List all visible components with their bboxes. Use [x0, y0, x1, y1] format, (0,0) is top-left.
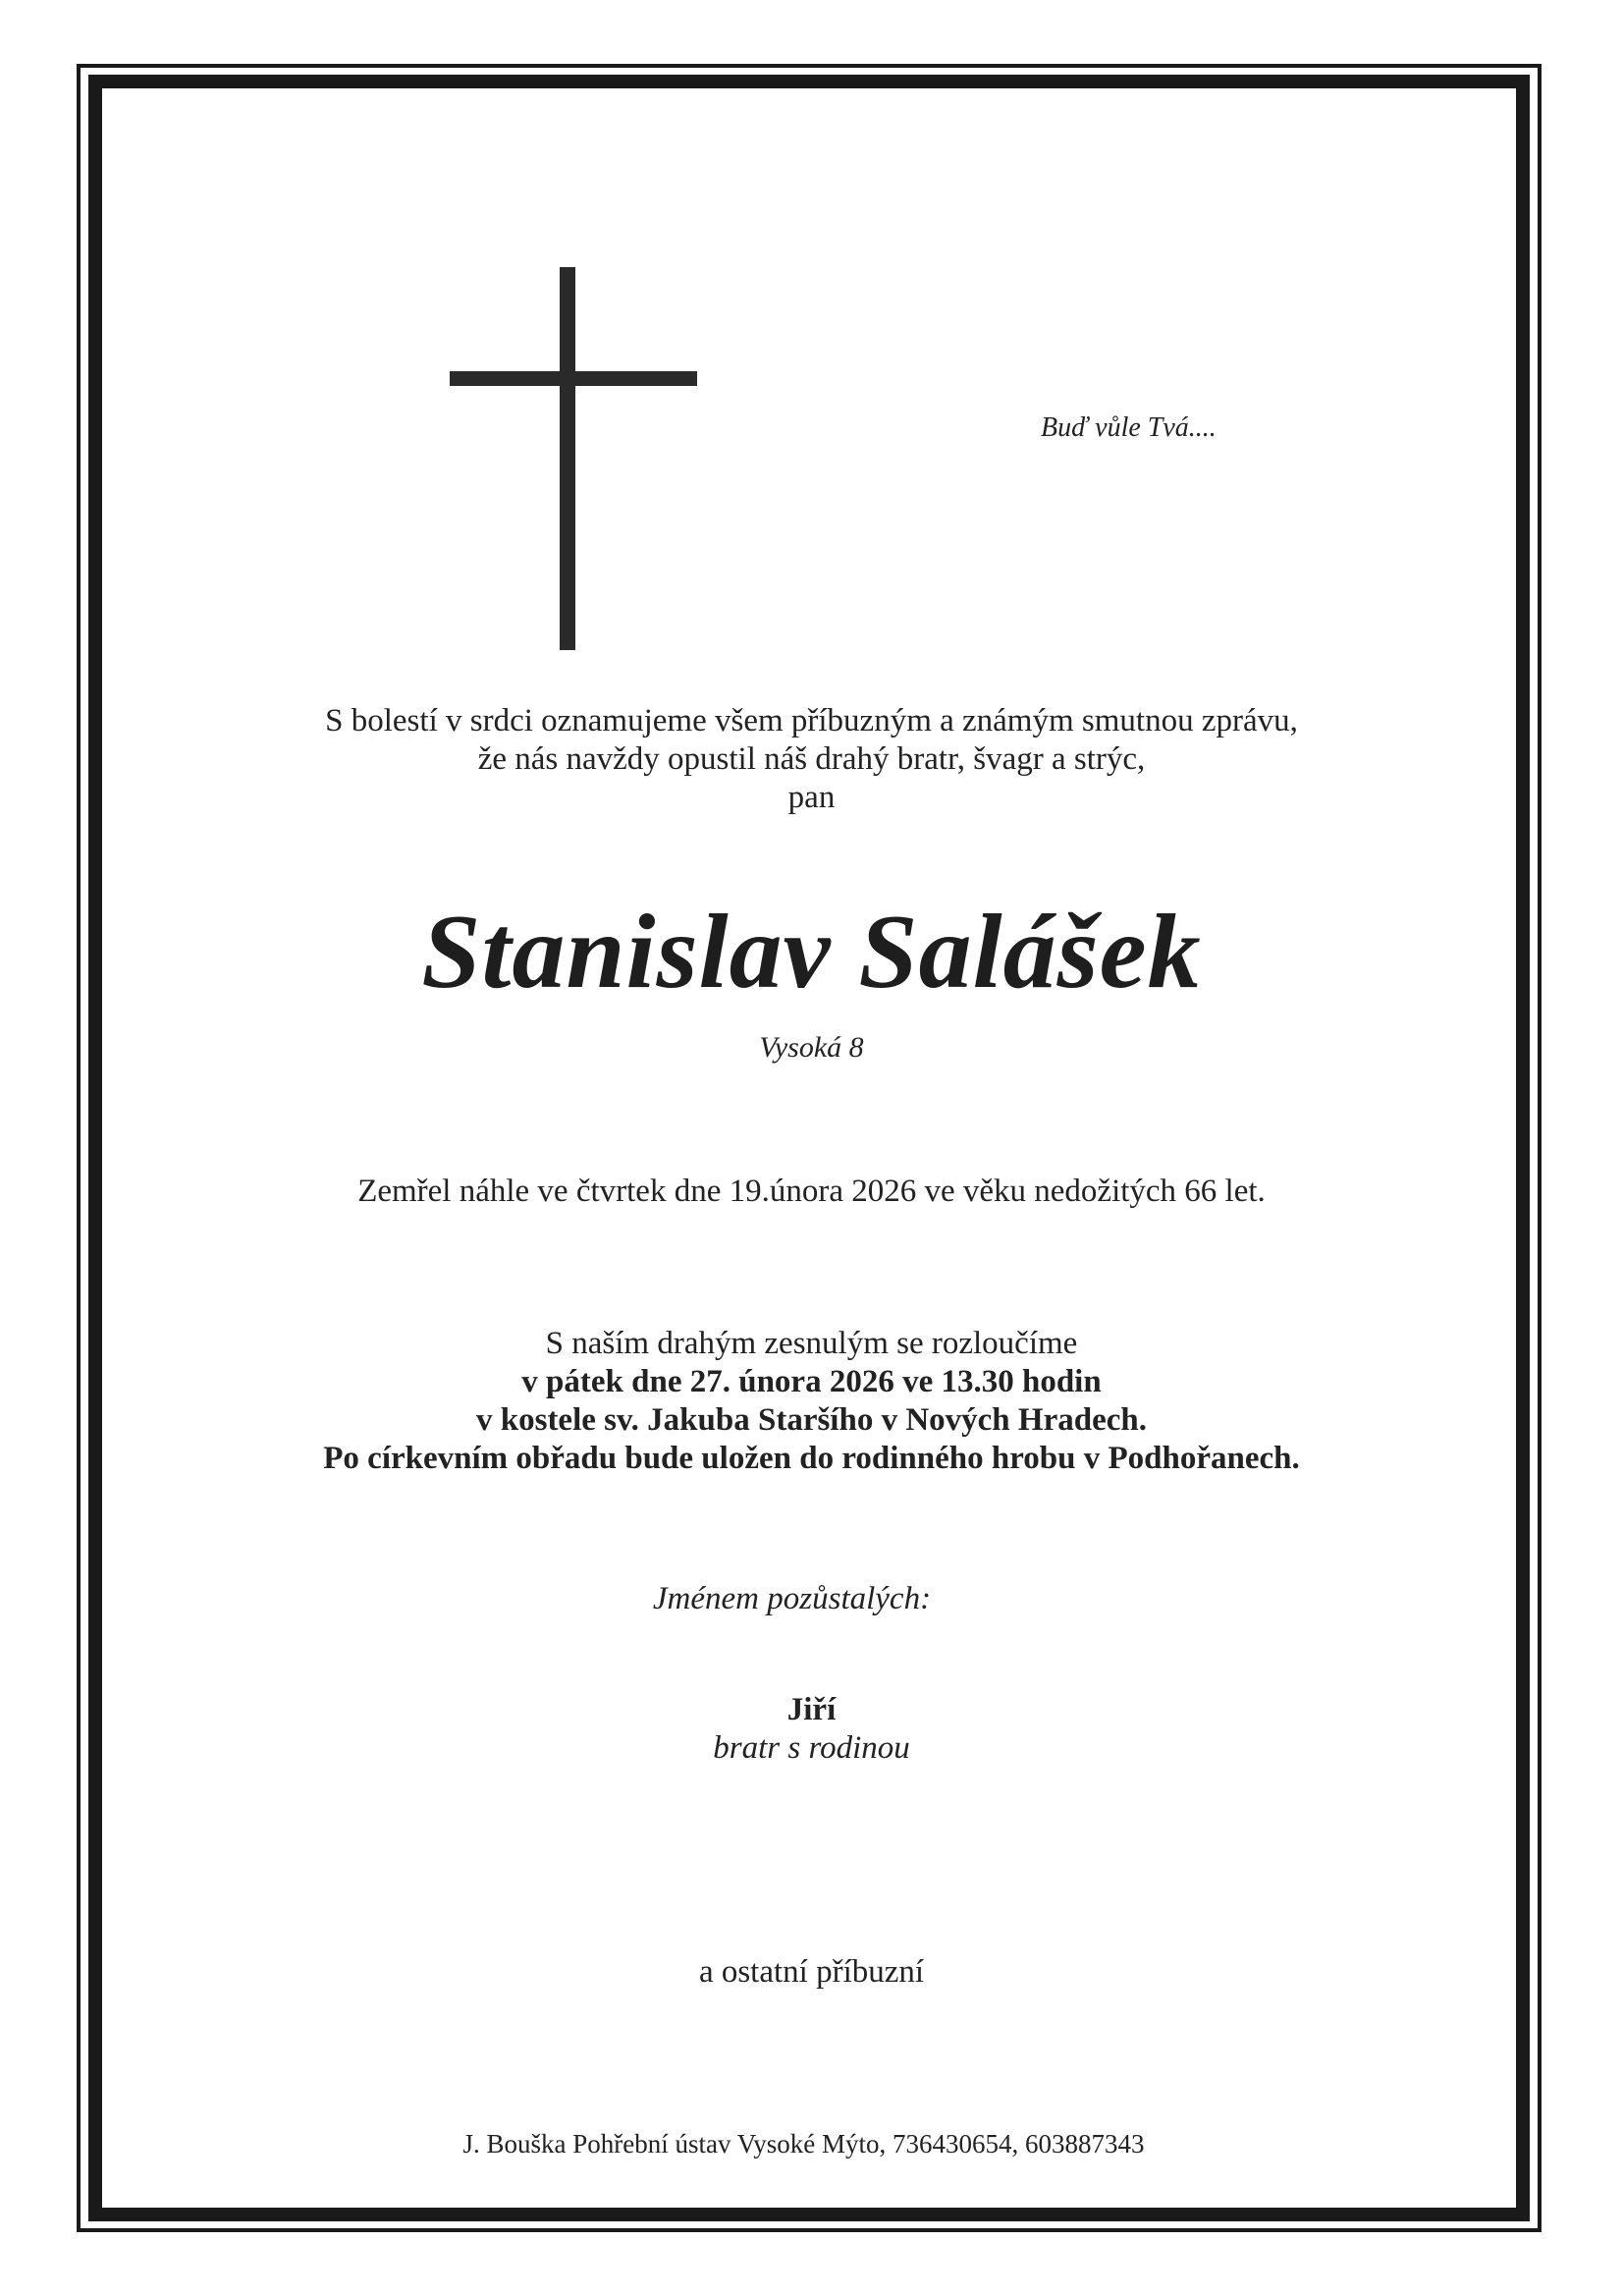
farewell-date: v pátek dne 27. února 2026 ve 13.30 hodin — [521, 1364, 1102, 1399]
survivors-heading: Jménem pozůstalých: — [652, 1581, 932, 1616]
announcement-line-1: S bolestí v srdci oznamujeme všem příbuzným a známým smutnou zprávu, — [325, 703, 1298, 738]
cross-vertical-beam — [560, 267, 575, 650]
deceased-address: Vysoká 8 — [759, 1031, 864, 1064]
motto: Buď vůle Tvá.... — [1041, 412, 1217, 443]
cross-horizontal-beam — [450, 371, 697, 386]
farewell-line-1: S naším drahým zesnulým se rozloučíme — [545, 1326, 1078, 1361]
survivor-relation: bratr s rodinou — [713, 1730, 910, 1766]
farewell-burial: Po církevním obřadu bude uložen do rodinného hrobu v Podhořanech. — [323, 1441, 1300, 1476]
other-relatives: a ostatní příbuzní — [698, 1954, 925, 1990]
inner-border — [88, 75, 1530, 2221]
funeral-home-footer: J. Bouška Pohřební ústav Vysoké Mýto, 736430654, 603887343 — [462, 2129, 1145, 2159]
announcement-line-2: že nás navždy opustil náš drahý bratr, švagr a strýc, — [477, 741, 1146, 777]
announcement-line-3: pan — [787, 780, 836, 815]
deceased-name: Stanislav Salášek — [421, 894, 1202, 1011]
farewell-place: v kostele sv. Jakuba Staršího v Nových Hradech. — [476, 1402, 1147, 1438]
survivor-name: Jiří — [786, 1692, 837, 1727]
death-notice: Zemřel náhle ve čtvrtek dne 19.února 2026 ve věku nedožitých 66 let. — [357, 1174, 1266, 1209]
